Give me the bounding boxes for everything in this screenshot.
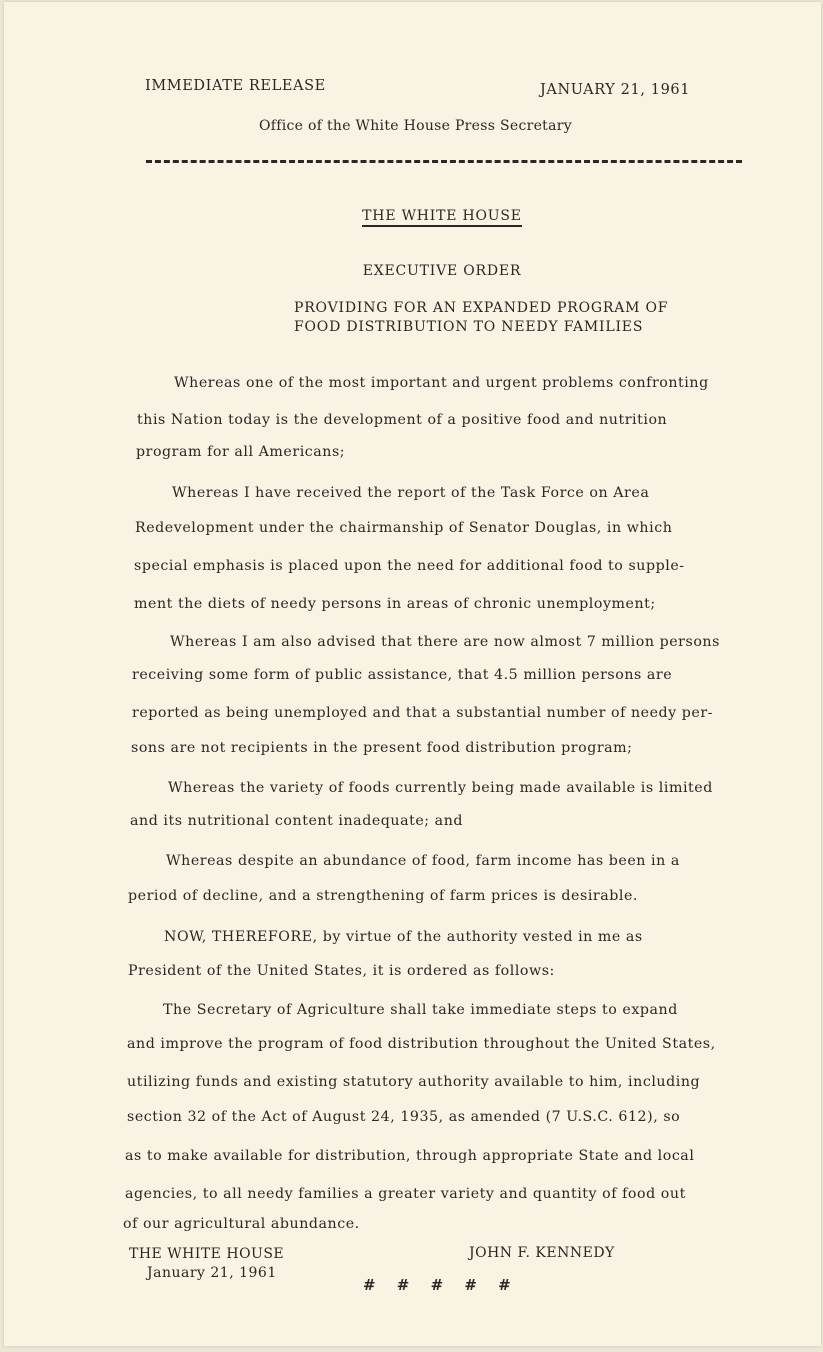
signature-date: January 21, 1961 (147, 1265, 277, 1281)
subject-line-1: PROVIDING FOR AN EXPANDED PROGRAM OF (294, 300, 669, 316)
body-line: reported as being unemployed and that a substantial number of needy per- (132, 705, 714, 721)
body-line: utilizing funds and existing statutory authority available to him, including (127, 1074, 701, 1090)
body-line: Whereas I am also advised that there are now almost 7 million persons (170, 634, 720, 650)
body-line: and its nutritional content inadequate; and (130, 813, 464, 829)
body-line: sons are not recipients in the present food distribution program; (131, 740, 633, 756)
release-label: IMMEDIATE RELEASE (145, 78, 326, 94)
body-line: Whereas one of the most important and urgent problems confronting (174, 375, 709, 391)
body-line: receiving some form of public assistance, that 4.5 million persons are (132, 667, 673, 683)
body-line: Whereas the variety of foods currently being made available is limited (168, 780, 713, 796)
signature-name: JOHN F. KENNEDY (469, 1245, 615, 1261)
executive-order-heading: EXECUTIVE ORDER (362, 263, 522, 279)
body-line: as to make available for distribution, through appropriate State and local (125, 1148, 695, 1164)
body-line: Whereas despite an abundance of food, farm income has been in a (166, 853, 680, 869)
body-line: NOW, THEREFORE, by virtue of the authority vested in me as (164, 929, 643, 945)
subject-line-2: FOOD DISTRIBUTION TO NEEDY FAMILIES (294, 319, 644, 335)
white-house-heading-text: THE WHITE HOUSE (362, 208, 522, 227)
signature-place: THE WHITE HOUSE (129, 1246, 285, 1262)
body-line: of our agricultural abundance. (123, 1216, 360, 1232)
white-house-heading (292, 208, 592, 224)
release-date: JANUARY 21, 1961 (540, 82, 691, 98)
body-line: section 32 of the Act of August 24, 1935, as amended (7 U.S.C. 612), so (127, 1109, 681, 1125)
office-line: Office of the White House Press Secretary (259, 118, 572, 134)
body-line: Whereas I have received the report of the Task Force on Area (172, 485, 650, 501)
body-line: program for all Americans; (136, 444, 346, 460)
body-line: ment the diets of needy persons in areas of chronic unemployment; (134, 596, 656, 612)
document-page (4, 2, 821, 1346)
body-line: special emphasis is placed upon the need for additional food to supple- (134, 558, 685, 574)
dashed-divider (146, 160, 742, 163)
body-line: The Secretary of Agriculture shall take immediate steps to expand (163, 1002, 678, 1018)
body-line: President of the United States, it is ordered as follows: (128, 963, 555, 979)
body-line: Redevelopment under the chairmanship of Senator Douglas, in which (135, 520, 673, 536)
body-line: this Nation today is the development of a positive food and nutrition (137, 412, 668, 428)
body-line: period of decline, and a strengthening of farm prices is desirable. (128, 888, 638, 904)
body-line: agencies, to all needy families a greater variety and quantity of food out (125, 1186, 686, 1202)
body-line: and improve the program of food distribution throughout the United States, (127, 1036, 716, 1052)
end-of-document-mark: # # # # # (363, 1276, 519, 1294)
